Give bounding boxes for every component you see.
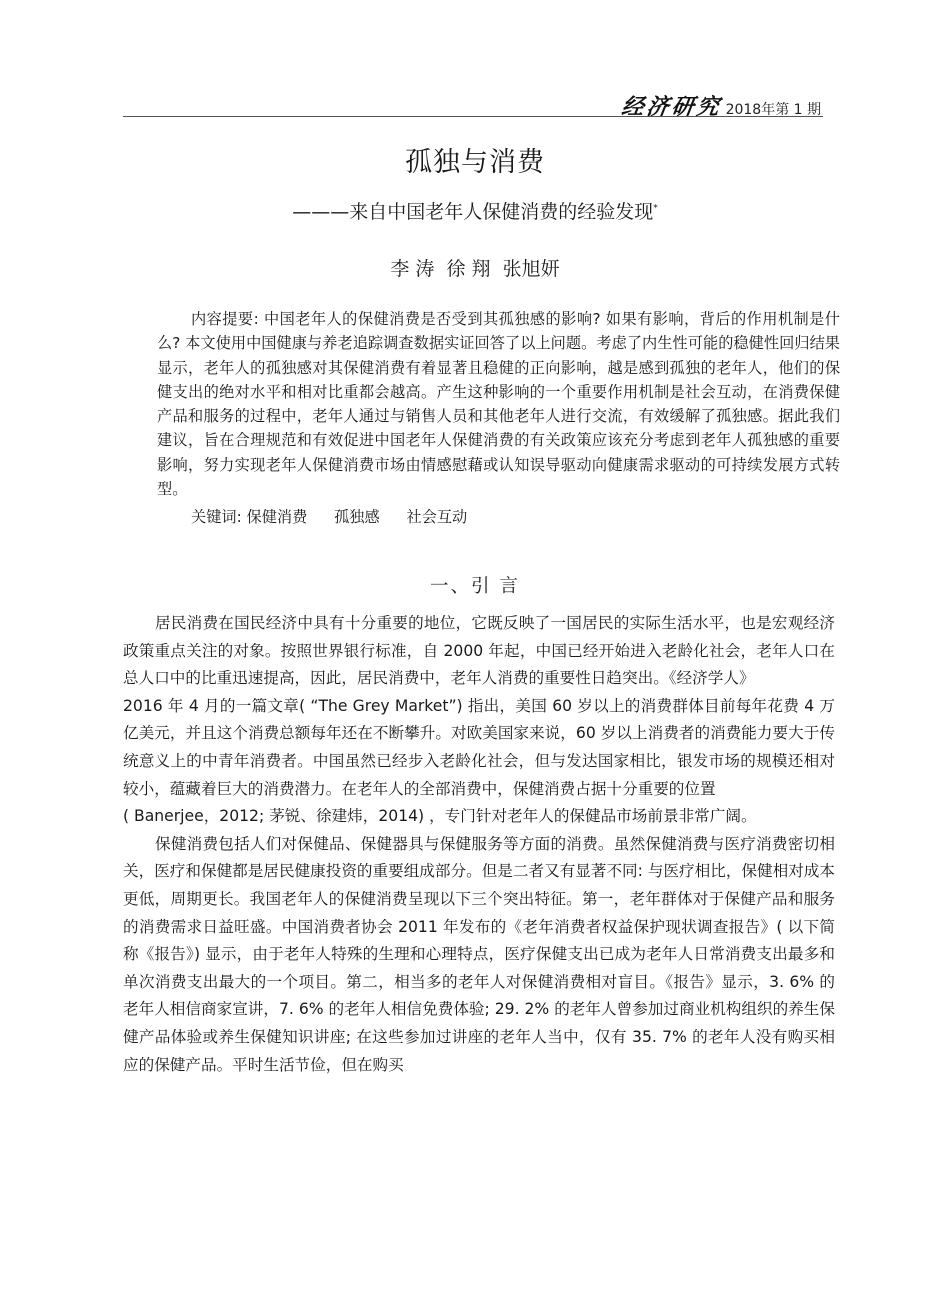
- subtitle-text: ———来自中国老年人保健消费的经验发现: [292, 201, 654, 223]
- author: 张旭妍: [502, 258, 560, 280]
- keywords: [191, 506, 489, 527]
- keyword: 孤独感: [334, 508, 380, 526]
- author-list: [0, 254, 950, 281]
- paragraph: 保健消费包括人们对保健品、保健器具与保健服务等方面的消费。虽然保健消费与医疗消费密切相关，医疗和保健都是居民健康投资的重要组成部分。但是二者又有显著不同: 与医疗相比，保健相对成本更低，周期更长。我国老年人的保健消费呈现以下三个突出特征。第一，老年群体对于保健产品和服务的消费需求日益旺盛。中国消费者协会 2011 年发布的《老年消费者权益保护现状调查报告》( 以下简称《报告》) 显示，由于老年人特殊的生理和心理特点，医疗保健支出已成为老年人日常消费支出最多和单次消费支出最大的一个项目。第二，相当多的老年人对保健消费相对盲目。《报告》显示，3. 6% 的老年人相信商家宣讲，7. 6% 的老年人相信免费体验; 29. 2% 的老年人曾参加过商业机构组织的养生保健产品体验或养生保健知识讲座; 在这些参加过讲座的老年人当中，仅有 35. 7% 的老年人没有购买相应的保健产品。平时生活节俭，但在购买: [123, 834, 835, 1074]
- paper-subtitle: [0, 197, 950, 224]
- footnote-mark: *: [653, 203, 658, 214]
- paper-title: 孤独与消费: [405, 147, 545, 178]
- journal-logo: 经济研究: [619, 94, 724, 120]
- paragraph: ( Banerjee，2012; 茅锐、徐建炜，2014) ，专门针对老年人的保健品市场前景非常广阔。: [123, 807, 757, 826]
- abstract: [157, 307, 840, 501]
- keyword: 社会互动: [406, 508, 468, 526]
- author: 徐 翔: [446, 258, 491, 280]
- paragraph: 2016 年 4 月的一篇文章( “The Grey Market”) 指出，美国 60 岁以上的消费群体目前每年花费 4 万亿美元，并且这个消费总额每年还在不断攀升。对欧美国家来说，60 岁以上消费者的消费能力要大于传统意义上的中青年消费者。中国虽然已经步入老龄化社会，但与发达国家相比，银发市场的规模还相对较小，蕴藏着巨大的消费潜力。在老年人的全部消费中，保健消费占据十分重要的位置: [123, 696, 835, 798]
- body-text: [123, 610, 835, 1079]
- keywords-label: 关键词:: [191, 508, 242, 526]
- abstract-text: 内容提要: 中国老年人的保健消费是否受到其孤独感的影响? 如果有影响，背后的作用机制是什么? 本文使用中国健康与养老追踪调查数据实证回答了以上问题。考虑了内生性可能的稳健性回归结果显示，老年人的孤独感对其保健消费有着显著且稳健的正向影响，越是感到孤独的老年人，他们的保健支出的绝对水平和相对比重都会越高。产生这种影响的一个重要作用机制是社会互动，在消费保健产品和服务的过程中，老年人通过与销售人员和其他老年人进行交流，有效缓解了孤独感。据此我们建议，旨在合理规范和有效促进中国老年人保健消费的有关政策应该充分考虑到老年人孤独感的重要影响，努力实现老年人保健消费市场由情感慰藉或认知误导驱动向健康需求驱动的可持续发展方式转型。: [157, 310, 840, 499]
- running-header: [123, 88, 823, 120]
- keyword: 保健消费: [246, 508, 308, 526]
- journal-masthead: [619, 90, 821, 121]
- issue-label: 2018年第 1 期: [725, 102, 821, 118]
- section-heading: 一、引 言: [430, 576, 520, 597]
- author: 李 涛: [390, 258, 435, 280]
- paragraph: 居民消费在国民经济中具有十分重要的地位，它既反映了一国居民的实际生活水平，也是宏观经济政策重点关注的对象。按照世界银行标准，自 2000 年起，中国已经开始进入老龄化社会，老年人口在总人口中的比重迅速提高，因此，居民消费中，老年人消费的重要性日趋突出。《经济学人》: [123, 614, 835, 688]
